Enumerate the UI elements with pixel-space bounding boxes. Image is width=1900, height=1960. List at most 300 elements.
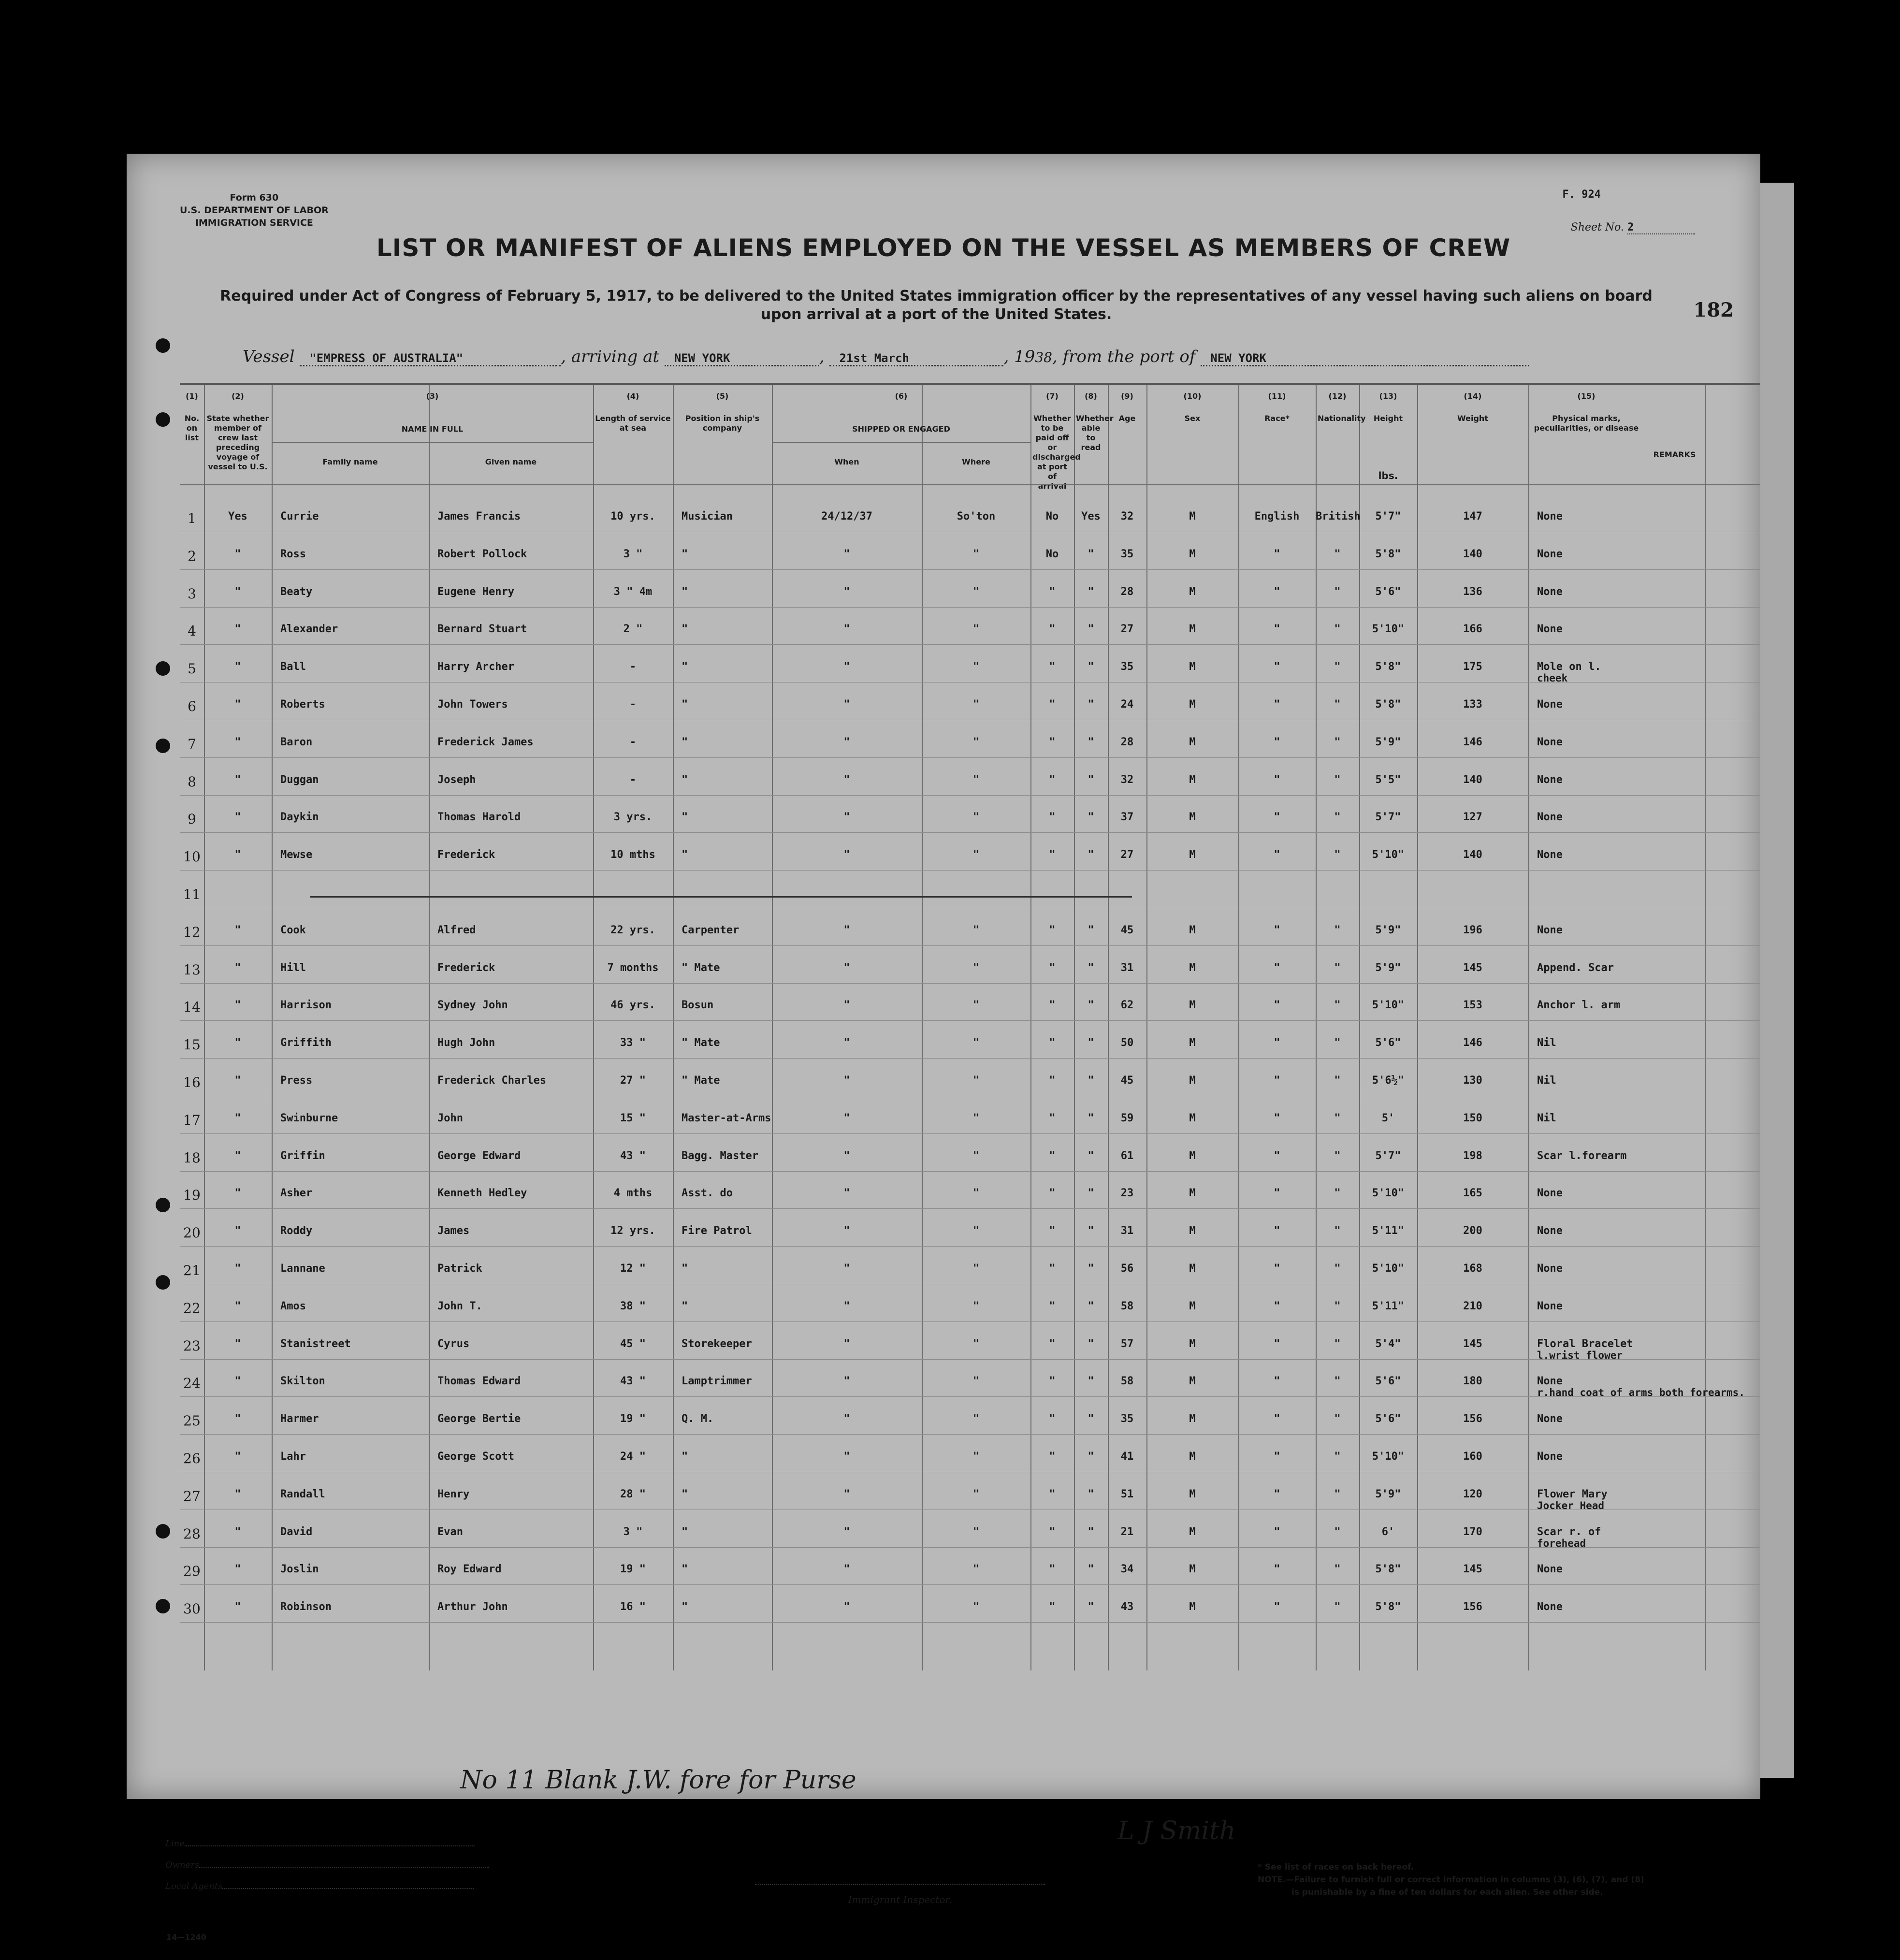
cell-position: Asst. do <box>682 1187 733 1200</box>
sheet-number-label: Sheet No. <box>1570 221 1624 233</box>
cell-no: 30 <box>183 1601 201 1617</box>
cell-paid: " <box>1049 1187 1056 1200</box>
cell-sex: M <box>1189 1451 1196 1463</box>
cell-weight: 147 <box>1463 510 1482 523</box>
cell-height: 5'6" <box>1375 585 1401 598</box>
cell-prev: " <box>234 1263 241 1275</box>
cell-read: " <box>1088 1187 1094 1200</box>
cell-family: Hill <box>280 961 306 974</box>
column-number: (11) <box>1268 392 1286 401</box>
cell-prev: " <box>234 736 241 748</box>
cell-position: " <box>682 773 688 786</box>
handwritten-note: No 11 Blank J.W. fore for Purse <box>460 1766 856 1795</box>
cell-height: 5'10" <box>1372 849 1405 861</box>
cell-position: Carpenter <box>682 924 740 936</box>
cell-height: 5'8" <box>1375 1601 1401 1613</box>
cell-paid: " <box>1049 1601 1056 1613</box>
cell-nat: " <box>1334 1187 1341 1200</box>
binder-hole <box>156 1275 170 1290</box>
cell-marks: Append. Scar <box>1537 961 1614 974</box>
cell-when: " <box>843 961 850 974</box>
cell-sex: M <box>1189 1225 1196 1237</box>
cell-marks: None <box>1537 1375 1563 1388</box>
cell-height: 5'10" <box>1372 999 1405 1012</box>
cell-weight: 146 <box>1463 1037 1482 1049</box>
cell-sex: M <box>1189 1563 1196 1576</box>
cell-no: 17 <box>183 1112 201 1128</box>
cell-height: 5'4" <box>1375 1337 1401 1350</box>
cell-given: Thomas Harold <box>437 811 521 824</box>
column-subheader: Family name <box>322 457 378 466</box>
cell-no: 14 <box>183 999 201 1016</box>
cell-when: " <box>843 585 850 598</box>
cell-paid: " <box>1049 961 1056 974</box>
cell-prev: " <box>234 1413 241 1425</box>
cell-service: 16 " <box>620 1601 646 1613</box>
cell-weight: 210 <box>1463 1300 1482 1312</box>
cell-race: " <box>1274 1112 1280 1124</box>
cell-prev: " <box>234 811 241 824</box>
immigrant-inspector-line: Immigrant Inspector. <box>755 1884 1045 1905</box>
cell-age: 27 <box>1120 849 1134 861</box>
cell-prev: Yes <box>228 510 247 523</box>
cell-read: " <box>1088 736 1094 748</box>
cell-height: 5'8" <box>1375 661 1401 673</box>
cell-nat: " <box>1334 1563 1341 1576</box>
cell-no: 2 <box>188 548 196 564</box>
from-port-label: from the port of <box>1062 347 1196 366</box>
cell-prev: " <box>234 1337 241 1350</box>
cell-marks: None <box>1537 1263 1563 1275</box>
cell-prev: " <box>234 1112 241 1124</box>
service-name: IMMIGRATION SERVICE <box>195 218 313 228</box>
cell-height: 5'9" <box>1375 1488 1401 1500</box>
form-code: F. 924 <box>1562 189 1601 201</box>
cell-marks: Anchor l. arm <box>1537 999 1621 1012</box>
cell-age: 34 <box>1120 1563 1134 1576</box>
cell-height: 5'10" <box>1372 623 1405 636</box>
cell-family: Griffin <box>280 1149 325 1162</box>
cell-nat: " <box>1334 623 1341 636</box>
cell-race: " <box>1274 623 1280 636</box>
cell-nat: " <box>1334 1225 1341 1237</box>
table-row <box>180 1595 1760 1633</box>
cell-given: Alfred <box>437 924 476 936</box>
cell-age: 28 <box>1120 736 1134 748</box>
cell-family: Ball <box>280 661 306 673</box>
table-row <box>180 730 1760 768</box>
table-row <box>180 1219 1760 1257</box>
row-rule <box>180 1321 1760 1322</box>
cell-marks: Nil <box>1537 1037 1556 1049</box>
row-rule <box>180 1359 1760 1360</box>
cell-service: 43 " <box>620 1149 646 1162</box>
cell-when: " <box>843 623 850 636</box>
owners-label: Owners <box>165 1860 200 1870</box>
cell-sex: M <box>1189 1375 1196 1388</box>
cell-prev: " <box>234 849 241 861</box>
cell-given: James Francis <box>437 510 521 523</box>
cell-paid: " <box>1049 1300 1056 1312</box>
cell-paid: No <box>1045 510 1059 523</box>
cell-marks: None <box>1537 811 1563 824</box>
cell-height: 5'7" <box>1375 1149 1401 1162</box>
cell-read: " <box>1088 1375 1094 1388</box>
cell-nat: " <box>1334 1263 1341 1275</box>
cell-position: Q. M. <box>682 1413 714 1425</box>
cell-paid: " <box>1049 1413 1056 1425</box>
cell-no: 6 <box>188 698 196 714</box>
cell-family: Currie <box>280 510 319 523</box>
cell-read: " <box>1088 585 1094 598</box>
cell-no: 20 <box>183 1225 201 1241</box>
cell-paid: " <box>1049 1263 1056 1275</box>
cell-when: " <box>843 1225 850 1237</box>
cell-sex: M <box>1189 924 1196 936</box>
cell-given: George Edward <box>437 1149 521 1162</box>
cell-prev: " <box>234 1488 241 1500</box>
cell-sex: M <box>1189 1263 1196 1275</box>
cell-nat: " <box>1334 1413 1341 1425</box>
cell-height: 5'10" <box>1372 1263 1405 1275</box>
row-rule <box>180 1622 1760 1623</box>
cell-weight: 170 <box>1463 1525 1482 1538</box>
column-header: Position in ship's company <box>685 414 760 433</box>
cell-prev: " <box>234 1149 241 1162</box>
cell-height: 5'5" <box>1375 773 1401 786</box>
column-number: (2) <box>232 392 244 401</box>
cell-read: " <box>1088 1525 1094 1538</box>
cell-position: " <box>682 1488 688 1500</box>
cell-where: " <box>972 1225 980 1237</box>
table-row <box>180 1520 1760 1558</box>
cell-where: " <box>972 1112 980 1124</box>
cell-race: " <box>1274 1263 1280 1275</box>
cell-service: 43 " <box>620 1375 646 1388</box>
cell-paid: " <box>1049 1525 1056 1538</box>
cell-when: " <box>843 999 850 1012</box>
cell-prev: " <box>234 585 241 598</box>
binder-hole <box>156 412 170 427</box>
cell-read: " <box>1088 1300 1094 1312</box>
cell-race: " <box>1274 1074 1280 1087</box>
cell-service: 38 " <box>620 1300 646 1312</box>
cell-where: " <box>972 1337 980 1350</box>
cell-family: Asher <box>280 1187 313 1200</box>
cell-given: Kenneth Hedley <box>437 1187 527 1200</box>
cell-no: 22 <box>183 1300 201 1316</box>
cell-no: 21 <box>183 1263 201 1278</box>
cell-service: 46 yrs. <box>610 999 655 1012</box>
cell-marks: Mole on l. <box>1537 661 1601 673</box>
cell-where: " <box>972 1451 980 1463</box>
cell-marks: None <box>1537 849 1563 861</box>
table-row <box>180 993 1760 1031</box>
cell-read: " <box>1088 849 1094 861</box>
cell-read: " <box>1088 1225 1094 1237</box>
cell-prev: " <box>234 548 241 560</box>
row-rule <box>180 1058 1760 1059</box>
column-number: (7) <box>1046 392 1059 401</box>
cell-position: " <box>682 849 688 861</box>
cell-when: " <box>843 1300 850 1312</box>
cell-race: " <box>1274 924 1280 936</box>
cell-where: " <box>972 661 980 673</box>
footer-line <box>165 1839 475 1849</box>
cell-when: " <box>843 1149 850 1162</box>
vessel-line: Vessel "EMPRESS OF AUSTRALIA" , arriving at NEW YORK , 21st March , 1938, from the port of NEW YORK <box>243 347 1683 366</box>
cell-paid: " <box>1049 1337 1056 1350</box>
table-row <box>180 1144 1760 1182</box>
cell-position: " Mate <box>682 1037 720 1049</box>
cell-paid: " <box>1049 924 1056 936</box>
cell-service: 7 months <box>607 961 659 974</box>
cell-family: Press <box>280 1074 313 1087</box>
cell-age: 37 <box>1120 811 1134 824</box>
cell-marks-continued: Jocker Head <box>1537 1499 1605 1511</box>
agents-label: Local Agents <box>165 1881 223 1891</box>
cell-no: 24 <box>183 1375 201 1392</box>
column-header: No. on list <box>184 414 200 442</box>
cell-position: " Mate <box>682 961 720 974</box>
cell-age: 24 <box>1120 698 1134 711</box>
cell-given: John Towers <box>437 698 508 711</box>
race-note: * See list of races on back hereof. <box>1258 1862 1414 1872</box>
cell-weight: 146 <box>1463 736 1482 748</box>
column-number: (15) <box>1577 392 1595 401</box>
cell-nat: British <box>1316 510 1361 523</box>
cell-given: Frederick <box>437 849 495 861</box>
table-row <box>180 768 1760 806</box>
cell-marks: Scar r. of <box>1537 1525 1601 1538</box>
cell-read: " <box>1088 1563 1094 1576</box>
cell-weight: 136 <box>1463 585 1482 598</box>
cell-race: " <box>1274 585 1280 598</box>
cell-prev: " <box>234 1563 241 1576</box>
cell-prev: " <box>234 999 241 1012</box>
cell-family: Lannane <box>280 1263 325 1275</box>
cell-age: 59 <box>1120 1112 1134 1124</box>
table-row <box>180 843 1760 881</box>
cell-marks: None <box>1537 510 1563 523</box>
cell-height: 5'6" <box>1375 1037 1401 1049</box>
cell-race: " <box>1274 1488 1280 1500</box>
column-header: Whether to be paid off or discharged at port of arrival <box>1032 414 1081 491</box>
year-suffix: 38 <box>1035 349 1052 365</box>
cell-when: " <box>843 1451 850 1463</box>
cell-height: 5'8" <box>1375 698 1401 711</box>
cell-read: " <box>1088 661 1094 673</box>
column-header: Length of service at sea <box>595 414 671 433</box>
cell-sex: M <box>1189 623 1196 636</box>
cell-marks: None <box>1537 698 1563 711</box>
cell-marks-continued: l.wrist flower <box>1537 1349 1623 1361</box>
table-row <box>180 1031 1760 1069</box>
cell-given: George Scott <box>437 1451 514 1463</box>
cell-weight: 140 <box>1463 773 1482 786</box>
footer-owners <box>165 1860 489 1870</box>
cell-marks: Scar l.forearm <box>1537 1149 1627 1162</box>
cell-where: " <box>972 548 980 560</box>
page-edge <box>1760 183 1794 1778</box>
cell-service: 2 " <box>623 623 643 636</box>
cell-age: 61 <box>1120 1149 1134 1162</box>
cell-marks: None <box>1537 736 1563 748</box>
cell-height: 5'8" <box>1375 1563 1401 1576</box>
cell-service: - <box>629 698 637 711</box>
cell-read: " <box>1088 1337 1094 1350</box>
cell-weight: 127 <box>1463 811 1482 824</box>
cell-read: " <box>1088 1488 1094 1500</box>
cell-weight: 200 <box>1463 1225 1482 1237</box>
cell-paid: " <box>1049 1488 1056 1500</box>
cell-when: " <box>843 773 850 786</box>
inspector-signature: L J Smith <box>1117 1816 1236 1845</box>
cell-no: 16 <box>183 1074 201 1090</box>
cell-paid: " <box>1049 1225 1056 1237</box>
cell-where: " <box>972 924 980 936</box>
cell-age: 41 <box>1120 1451 1134 1463</box>
cell-where: " <box>972 698 980 711</box>
cell-no: 9 <box>188 811 196 828</box>
document-subtitle: Required under Act of Congress of February 5, 1917, to be delivered to the United States immigration officer by the representatives of any vessel having such aliens on board upon arrival at a port of the United States. <box>220 288 1653 323</box>
cell-where: " <box>972 811 980 824</box>
cell-family: Baron <box>280 736 313 748</box>
cell-when: " <box>843 1525 850 1538</box>
column-header: Age <box>1118 414 1136 423</box>
column-header: REMARKS <box>1653 450 1696 459</box>
cell-age: 51 <box>1120 1488 1134 1500</box>
cell-given: Evan <box>437 1525 463 1538</box>
cell-height: 5'6" <box>1375 1375 1401 1388</box>
cell-where: " <box>972 585 980 598</box>
cell-read: " <box>1088 623 1094 636</box>
cell-paid: " <box>1049 736 1056 748</box>
cell-nat: " <box>1334 698 1341 711</box>
cell-nat: " <box>1334 548 1341 560</box>
cell-when: " <box>843 811 850 824</box>
cell-prev: " <box>234 1225 241 1237</box>
cell-position: Storekeeper <box>682 1337 752 1350</box>
cell-prev: " <box>234 698 241 711</box>
cell-service: 19 " <box>620 1563 646 1576</box>
cell-nat: " <box>1334 1525 1341 1538</box>
row-rule <box>180 870 1760 871</box>
cell-no: 1 <box>188 510 196 526</box>
cell-race: " <box>1274 999 1280 1012</box>
cell-nat: " <box>1334 661 1341 673</box>
cell-weight: 140 <box>1463 849 1482 861</box>
cell-marks: None <box>1537 1413 1563 1425</box>
cell-age: 35 <box>1120 1413 1134 1425</box>
column-number: (1) <box>186 392 198 401</box>
row-rule <box>180 1584 1760 1585</box>
table-row <box>180 1445 1760 1482</box>
cell-no: 23 <box>183 1337 201 1354</box>
cell-service: 10 yrs. <box>610 510 655 523</box>
cell-family: David <box>280 1525 313 1538</box>
binder-hole <box>156 1198 170 1212</box>
cell-race: " <box>1274 1187 1280 1200</box>
cell-nat: " <box>1334 1337 1341 1350</box>
year-prefix: 19 <box>1014 347 1035 366</box>
table-row <box>180 1181 1760 1219</box>
cell-service: 3 " 4m <box>613 585 653 598</box>
column-header: Whether able to read <box>1076 414 1114 452</box>
row-rule <box>180 945 1760 946</box>
cell-family: Amos <box>280 1300 306 1312</box>
cell-where: " <box>972 1413 980 1425</box>
sheet-number-value: 2 <box>1627 221 1695 234</box>
cell-age: 58 <box>1120 1375 1134 1388</box>
cell-read: " <box>1088 924 1094 936</box>
row-rule <box>180 757 1760 758</box>
table-row <box>180 542 1760 580</box>
cell-no: 10 <box>183 849 201 865</box>
cell-race: " <box>1274 1413 1280 1425</box>
cell-family: Beaty <box>280 585 313 598</box>
cell-weight: 145 <box>1463 1337 1482 1350</box>
cell-weight: 145 <box>1463 961 1482 974</box>
blank-row-strike <box>310 896 1132 898</box>
cell-age: 32 <box>1120 773 1134 786</box>
cell-given: Patrick <box>437 1263 482 1275</box>
cell-paid: " <box>1049 773 1056 786</box>
form-reference <box>180 191 329 229</box>
cell-age: 31 <box>1120 1225 1134 1237</box>
cell-when: " <box>843 1375 850 1388</box>
cell-where: " <box>972 961 980 974</box>
cell-when: " <box>843 1488 850 1500</box>
cell-no: 3 <box>188 585 196 602</box>
cell-race: " <box>1274 1375 1280 1388</box>
cell-sex: M <box>1189 548 1196 560</box>
table-row <box>180 881 1760 918</box>
cell-weight: 166 <box>1463 623 1482 636</box>
cell-sex: M <box>1189 1187 1196 1200</box>
cell-read: " <box>1088 1037 1094 1049</box>
cell-sex: M <box>1189 999 1196 1012</box>
cell-height: 5'11" <box>1372 1300 1405 1312</box>
cell-age: 32 <box>1120 510 1134 523</box>
cell-weight: 180 <box>1463 1375 1482 1388</box>
cell-where: So'ton <box>957 510 996 523</box>
cell-race: " <box>1274 1300 1280 1312</box>
cell-nat: " <box>1334 849 1341 861</box>
binder-hole <box>156 739 170 753</box>
cell-position: " <box>682 1525 688 1538</box>
cell-position: " <box>682 736 688 748</box>
row-rule <box>180 1434 1760 1435</box>
table-row <box>180 1407 1760 1445</box>
cell-no: 4 <box>188 623 196 639</box>
from-port: NEW YORK <box>1201 351 1529 366</box>
cell-nat: " <box>1334 1037 1341 1049</box>
cell-sex: M <box>1189 736 1196 748</box>
column-header: Weight <box>1457 414 1488 423</box>
cell-race: " <box>1274 1225 1280 1237</box>
cell-prev: " <box>234 773 241 786</box>
cell-height: 5'10" <box>1372 1187 1405 1200</box>
cell-read: " <box>1088 1263 1094 1275</box>
cell-given: Roy Edward <box>437 1563 502 1576</box>
cell-where: " <box>972 849 980 861</box>
page-number: 182 <box>1693 299 1734 321</box>
cell-marks: None <box>1537 1451 1563 1463</box>
cell-weight: 120 <box>1463 1488 1482 1500</box>
cell-race: " <box>1274 1601 1280 1613</box>
table-row <box>180 580 1760 618</box>
